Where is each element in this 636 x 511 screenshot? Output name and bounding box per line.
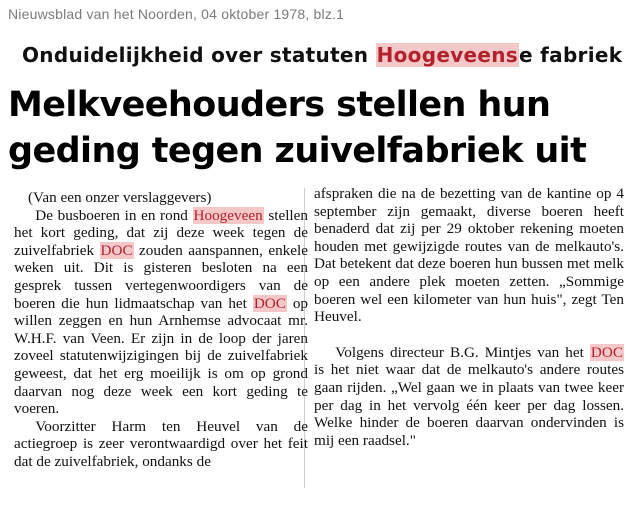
paragraph-text: op willen zeggen en hun Arnhemse advocaat mr. W.H.F. van Veen. Er zijn in de loop der jaren zoveel statutenwijzigingen bij de zuivelfabriek geweest, dat het erg moeilijk is om op grond daarvan nog deze week een kort geding te voeren.	[14, 294, 308, 418]
main-headline	[8, 82, 628, 174]
article-paragraph: Voorzitter Harm ten Heuvel van de actiegroep is zeer verontwaardigd over het feit dat de zuivelfabriek, ondanks de	[14, 417, 308, 470]
highlighted-term: DOC	[253, 294, 286, 312]
paragraph-text: stellen het kort geding, dat zij deze week tegen de zuivelfabriek	[14, 206, 308, 259]
paragraph-text: Volgens directeur B.G. Mintjes van het	[335, 343, 590, 361]
article-paragraph	[14, 207, 308, 418]
source-citation: Nieuwsblad van het Noorden, 04 oktober 1978, blz.1	[8, 6, 345, 22]
kicker-text-start: Onduidelijkheid over statuten	[22, 43, 376, 67]
paragraph-text: is het niet waar dat de melkauto's andere routes gaan rijden. „Wel gaan we in plaats van twee keer per dag in het vervolg één keer per dag lossen. Welke hinder de boeren daarvan ondervinden is mij een raadsel."	[314, 361, 624, 449]
article-paragraph: afspraken die na de bezetting van de kantine op 4 september zijn gemaakt, diverse boeren heeft benaderd dat zij per 29 oktober rekening moeten houden met gewijzigde routes van de melkauto's. Dat betekent dat deze boeren hun bussen met melk op een andere plek moeten zetten. „Sommige boeren wel een kilometer van hun huis", zegt Ten Heuvel.	[314, 185, 624, 326]
article-column-left	[14, 189, 308, 471]
byline: (Van een onzer verslaggevers)	[28, 189, 212, 206]
highlighted-term: DOC	[100, 241, 133, 259]
highlighted-term: Hoogeveens	[376, 43, 519, 67]
paragraph-text: De busboeren in en rond	[35, 206, 193, 224]
highlighted-term: DOC	[590, 343, 623, 361]
article-paragraph	[314, 344, 624, 450]
kicker-headline	[22, 43, 622, 67]
headline-line-2: geding tegen zuivelfabriek uit	[8, 131, 587, 171]
paragraph-text: zouden aanspannen, enkele weken uit. Dit is gisteren besloten na een gesprek tussen vertegenwoordigers van de boeren die hun lidmaatschap van het	[14, 241, 308, 312]
headline-line-1: Melkveehouders stellen hun	[8, 85, 551, 125]
kicker-text-end: e fabriek	[519, 43, 623, 67]
article-column-right	[314, 185, 624, 449]
highlighted-term: Hoogeveen	[193, 206, 263, 224]
